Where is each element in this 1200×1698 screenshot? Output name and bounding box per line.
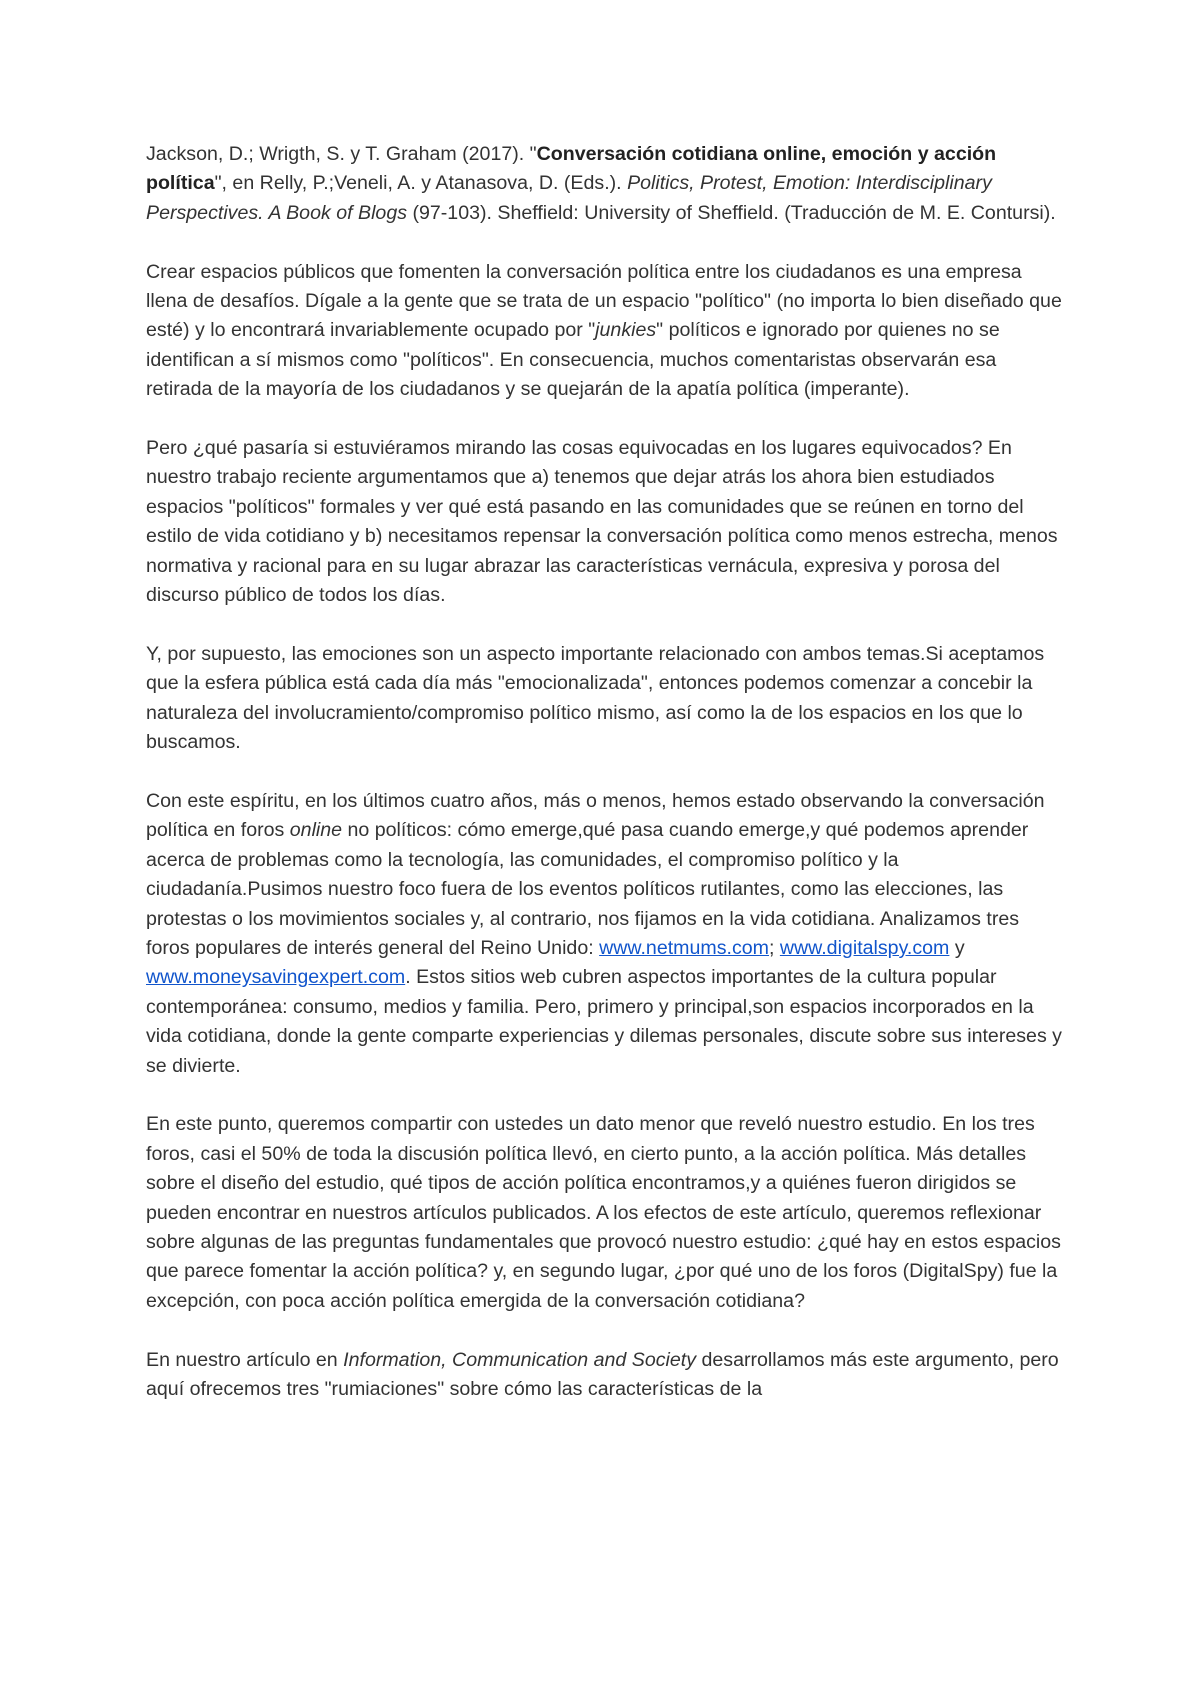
- citation-authors: Jackson, D.; Wrigth, S. y T. Graham (2017). ": [146, 143, 537, 165]
- paragraph-6: [146, 1346, 1064, 1405]
- separator-1: ;: [768, 936, 780, 959]
- paragraph-3: Y, por supuesto, las emociones son un aspecto importante relacionado con ambos temas.Si aceptamos que la esfera pública está cada día más "emocionalizada", entonces podemos comenzar a concebir la naturaleza del involucramiento/compromiso político mismo, así como la de los espacios en los que lo buscamos.: [146, 642, 1045, 754]
- paragraph-6-text-b: desarrollamos más este argumento, pero aquí ofrecemos tres "rumiaciones" sobre cómo las características de la: [146, 1348, 1059, 1400]
- paragraph-2: Pero ¿qué pasaría si estuviéramos mirando las cosas equivocadas en los lugares equivocados? En nuestro trabajo reciente argumentamos que a) tenemos que dejar atrás los ahora bien estudiados espacios "políticos" formales y ver qué está pasando en las comunidades que se reúnen en torno del estilo de vida cotidiano y b) necesitamos repensar la conversación política como menos estrecha, menos normativa y racional para en su lugar abrazar las características vernácula, expresiva y porosa del discurso público de todos los días.: [146, 437, 1058, 607]
- citation-book-title: Politics, Protest, Emotion: Interdisciplinary Perspectives. A Book of Blogs: [146, 172, 992, 224]
- moneysavingexpert-link[interactable]: www.moneysavingexpert.com: [146, 966, 406, 989]
- paragraph-1-text-a: Crear espacios públicos que fomenten la conversación política entre los ciudadanos es una empresa llena de desafíos. Dígale a la gente que se trata de un espacio "político" (no importa lo bien diseñado que esté) y lo encontrará invariablemente ocupado por ": [146, 260, 1062, 342]
- paragraph-1: [146, 258, 1064, 405]
- paragraph-1-italic: junkies: [595, 319, 657, 342]
- paragraph-4-text-b: no políticos: cómo emerge,qué pasa cuando emerge,y qué podemos aprender acerca de problemas como la tecnología, las comunidades, el compromiso político y la ciudadanía.Pusimos nuestro foco fuera de los eventos políticos rutilantes, como las elecciones, las protestas o los movimientos sociales y, al contrario, nos fijamos en la vida cotidiana. Analizamos tres foros populares de interés general del Reino Unido:: [146, 819, 1029, 959]
- separator-2: y: [949, 936, 965, 959]
- paragraph-1-text-b: " políticos e ignorado por quienes no se identifican a sí mismos como "políticos". En consecuencia, muchos comentaristas observarán esa retirada de la mayoría de los ciudadanos y se quejarán de la apatía política (imperante).: [146, 319, 1000, 401]
- citation-paragraph: [146, 140, 1064, 228]
- paragraph-4-text-c: . Estos sitios web cubren aspectos importantes de la cultura popular contemporánea: consumo, medios y familia. Pero, primero y principal,son espacios incorporados en la vida cotidiana, donde la gente comparte experiencias y dilemas personales, discute sobre sus intereses y se divierte.: [146, 966, 1062, 1077]
- citation-publisher: (97-103). Sheffield: University of Sheffield. (Traducción de M. E. Contursi).: [407, 201, 1056, 224]
- paragraph-6-italic: Information, Communication and Society: [343, 1348, 697, 1371]
- citation-title: Conversación cotidiana online, emoción y acción política: [146, 143, 997, 195]
- citation-editors: ", en Relly, P.;Veneli, A. y Atanasova, D. (Eds.).: [214, 172, 628, 195]
- document-page: [146, 140, 1064, 1434]
- paragraph-5: En este punto, queremos compartir con ustedes un dato menor que reveló nuestro estudio. En los tres foros, casi el 50% de toda la discusión política llevó, en cierto punto, a la acción política. Más detalles sobre el diseño del estudio, qué tipos de acción política encontramos,y a quiénes fueron dirigidos se pueden encontrar en nuestros artículos publicados. A los efectos de este artículo, queremos reflexionar sobre algunas de las preguntas fundamentales que provocó nuestro estudio: ¿qué hay en estos espacios que parece fomentar la acción política? y, en segundo lugar, ¿por qué uno de los foros (DigitalSpy) fue la excepción, con poca acción política emergida de la conversación cotidiana?: [146, 1113, 1061, 1312]
- paragraph-4-text-a: Con este espíritu, en los últimos cuatro años, más o menos, hemos estado observando la conversación política en foros: [146, 789, 1045, 842]
- digitalspy-link[interactable]: www.digitalspy.com: [779, 936, 950, 959]
- paragraph-4: [146, 787, 1064, 1081]
- paragraph-4-italic: online: [289, 819, 343, 842]
- netmums-link[interactable]: www.netmums.com: [599, 936, 769, 959]
- paragraph-6-text-a: En nuestro artículo en: [146, 1348, 344, 1371]
